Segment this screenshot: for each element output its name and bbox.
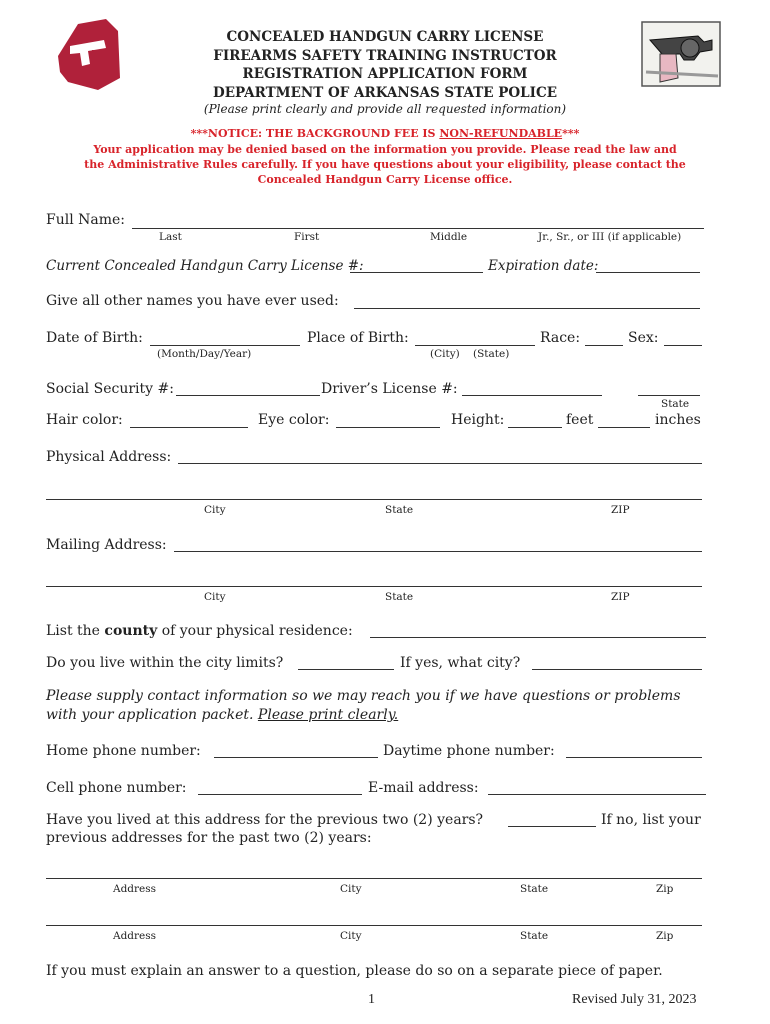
inches-label: inches <box>655 412 701 428</box>
middle-name-hint: Middle <box>430 231 468 243</box>
other-names-field[interactable] <box>354 308 700 309</box>
contact-note-emphasis: Please print clearly. <box>257 707 399 723</box>
revised-date: Revised July 31, 2023 <box>572 992 697 1007</box>
full-name-field[interactable] <box>132 228 704 229</box>
county-label-pre: List the <box>46 623 105 639</box>
pob-label: Place of Birth: <box>307 330 409 346</box>
previous-addresses-label: previous addresses for the past two (2) years: <box>46 830 372 846</box>
previous-address-2-field[interactable] <box>46 925 702 926</box>
dob-field[interactable] <box>150 345 300 346</box>
lived-question-label: Have you lived at this address for the previous two (2) years? <box>46 812 484 828</box>
physical-address-label: Physical Address: <box>46 449 172 465</box>
notice-line-2: Your application may be denied based on the information you provide. Please read the law and <box>93 143 677 156</box>
mailing-address-label: Mailing Address: <box>46 537 167 553</box>
notice-line-4: Concealed Handgun Carry License office. <box>257 173 513 186</box>
expiration-field[interactable] <box>596 272 700 273</box>
current-license-field[interactable] <box>350 272 483 273</box>
explain-note: If you must explain an answer to a question, please do so on a separate piece of paper. <box>46 963 663 979</box>
eye-label: Eye color: <box>258 412 330 428</box>
suffix-hint: Jr., Sr., or III (if applicable) <box>538 231 682 243</box>
form-subtitle: (Please print clearly and provide all requested information) <box>203 102 567 116</box>
prev1-state-hint: State <box>520 883 549 895</box>
height-feet-field[interactable] <box>508 427 562 428</box>
expiration-label: Expiration date: <box>488 258 599 274</box>
current-license-label: Current Concealed Handgun Carry License #: <box>46 258 364 274</box>
contact-note-text: with your application packet. <box>46 707 258 723</box>
feet-label: feet <box>566 412 594 428</box>
prev1-address-hint: Address <box>113 883 157 895</box>
ssn-label: Social Security #: <box>46 381 174 397</box>
last-name-hint: Last <box>159 231 182 243</box>
dl-label: Driver’s License #: <box>321 381 458 397</box>
title-line-4: DEPARTMENT OF ARKANSAS STATE POLICE <box>213 84 557 101</box>
home-phone-label: Home phone number: <box>46 743 201 759</box>
dl-field[interactable] <box>462 395 602 396</box>
race-field[interactable] <box>585 345 623 346</box>
daytime-phone-field[interactable] <box>566 757 702 758</box>
page-number: 1 <box>368 992 375 1007</box>
cell-phone-field[interactable] <box>198 794 362 795</box>
notice-line-1 <box>0 127 770 140</box>
email-label: E-mail address: <box>368 780 479 796</box>
prev2-address-hint: Address <box>113 930 157 942</box>
prev2-state-hint: State <box>520 930 549 942</box>
mailing-state-hint: State <box>385 591 414 603</box>
other-names-label: Give all other names you have ever used: <box>46 293 339 309</box>
physical-state-hint: State <box>385 504 414 516</box>
mailing-address-line2-field[interactable] <box>46 586 702 587</box>
dl-state-field[interactable] <box>638 395 700 396</box>
pob-field[interactable] <box>415 345 535 346</box>
prev1-city-hint: City <box>340 883 362 895</box>
city-limits-label: Do you live within the city limits? <box>46 655 284 671</box>
pob-state-hint: (State) <box>473 348 510 360</box>
county-label-post: of your physical residence: <box>157 623 353 639</box>
if-yes-city-field[interactable] <box>532 669 702 670</box>
cell-phone-label: Cell phone number: <box>46 780 187 796</box>
hair-field[interactable] <box>130 427 248 428</box>
sex-field[interactable] <box>664 345 702 346</box>
if-yes-city-label: If yes, what city? <box>400 655 521 671</box>
dl-state-hint: State <box>661 398 690 410</box>
physical-zip-hint: ZIP <box>611 504 630 516</box>
home-phone-field[interactable] <box>214 757 378 758</box>
physical-address-field[interactable] <box>178 463 702 464</box>
revolver-icon <box>640 20 722 88</box>
mailing-zip-hint: ZIP <box>611 591 630 603</box>
county-label <box>46 623 353 639</box>
notice-prefix: ***NOTICE: THE BACKGROUND FEE IS <box>190 127 440 140</box>
full-name-label: Full Name: <box>46 212 126 228</box>
handgun-map-logo-icon <box>48 16 128 94</box>
county-label-bold: county <box>104 623 158 639</box>
sex-label: Sex: <box>628 330 659 346</box>
contact-note-line-2 <box>46 707 398 723</box>
first-name-hint: First <box>294 231 320 243</box>
lived-answer-field[interactable] <box>508 826 596 827</box>
notice-emphasis: NON-REFUNDABLE <box>439 127 563 140</box>
previous-address-1-field[interactable] <box>46 878 702 879</box>
prev2-city-hint: City <box>340 930 362 942</box>
physical-address-line2-field[interactable] <box>46 499 702 500</box>
notice-suffix: *** <box>562 127 580 140</box>
daytime-phone-label: Daytime phone number: <box>383 743 555 759</box>
ssn-field[interactable] <box>176 395 320 396</box>
race-label: Race: <box>540 330 581 346</box>
height-inches-field[interactable] <box>598 427 650 428</box>
title-line-1: CONCEALED HANDGUN CARRY LICENSE <box>226 29 544 45</box>
form-title <box>150 28 620 102</box>
email-field[interactable] <box>488 794 706 795</box>
notice-line-3: the Administrative Rules carefully. If you have questions about your eligibility, please contact the <box>84 158 686 171</box>
title-line-3: REGISTRATION APPLICATION FORM <box>242 66 528 82</box>
county-field[interactable] <box>370 637 706 638</box>
contact-note-line-1: Please supply contact information so we may reach you if we have questions or problems <box>46 688 681 704</box>
physical-city-hint: City <box>204 504 226 516</box>
height-label: Height: <box>451 412 505 428</box>
eye-field[interactable] <box>336 427 440 428</box>
prev1-zip-hint: Zip <box>656 883 674 895</box>
mailing-city-hint: City <box>204 591 226 603</box>
dob-label: Date of Birth: <box>46 330 143 346</box>
hair-label: Hair color: <box>46 412 123 428</box>
mailing-address-field[interactable] <box>174 551 702 552</box>
pob-city-hint: (City) <box>430 348 460 360</box>
city-limits-field[interactable] <box>298 669 394 670</box>
dob-hint: (Month/Day/Year) <box>157 348 252 360</box>
title-line-2: FIREARMS SAFETY TRAINING INSTRUCTOR <box>213 47 557 64</box>
prev2-zip-hint: Zip <box>656 930 674 942</box>
if-no-label: If no, list your <box>601 812 701 828</box>
